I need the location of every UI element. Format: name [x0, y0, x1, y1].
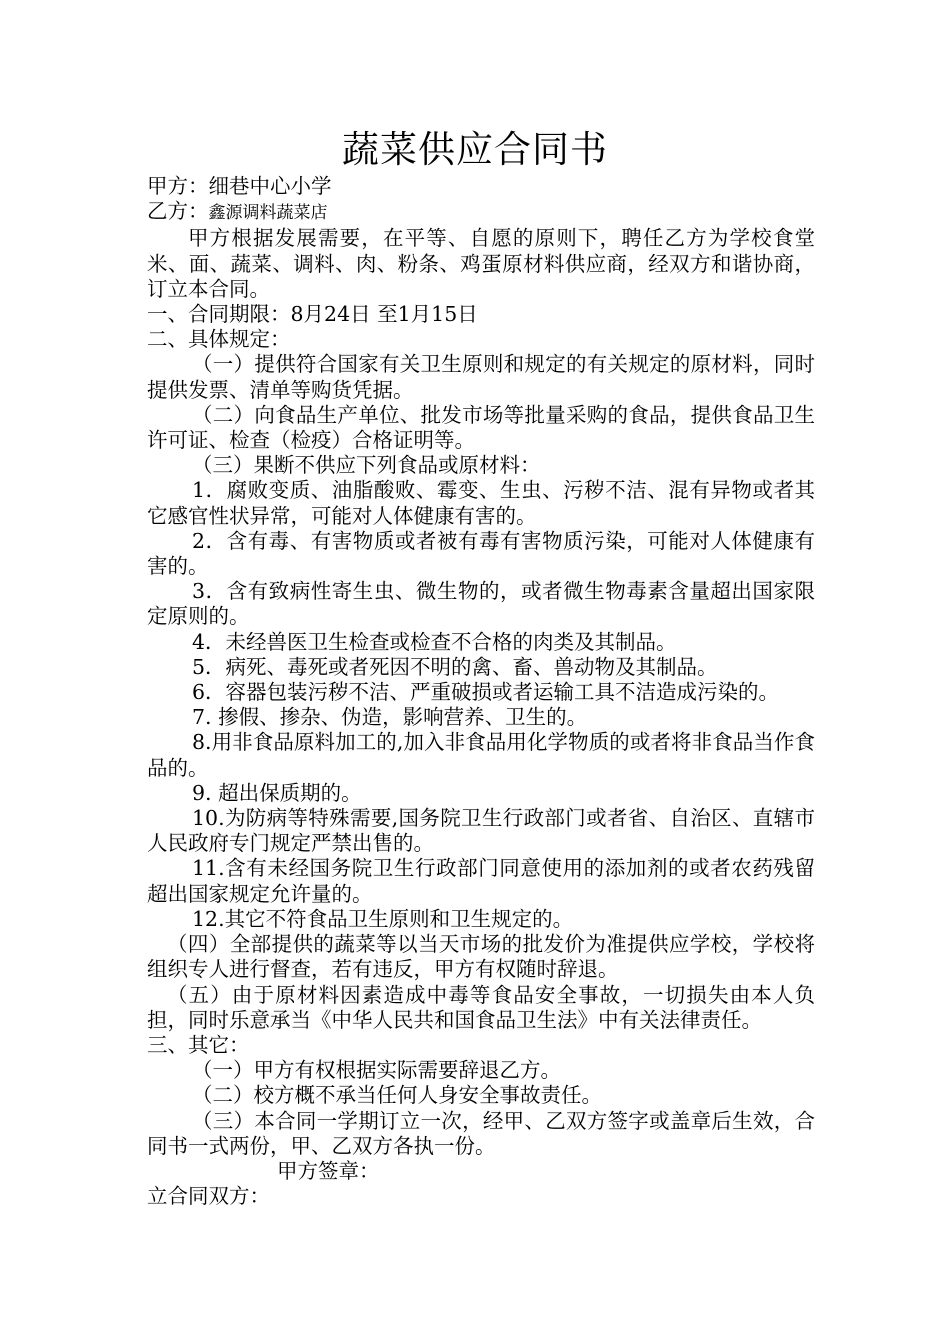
clause-2-1: （一）提供符合国家有关卫生原则和规定的有关规定的原材料，同时提供发票、清单等购货凭据。	[147, 352, 815, 402]
party-b-name: 鑫源调料蔬菜店	[208, 203, 328, 224]
document-body	[147, 174, 815, 1209]
party-b	[147, 199, 815, 226]
party-a: 甲方：细巷中心小学	[147, 174, 332, 198]
list-item: 4．未经兽医卫生检查或检查不合格的肉类及其制品。	[192, 629, 677, 654]
list-item: 6．容器包装污秽不洁、严重破损或者运输工具不洁造成污染的。	[192, 680, 780, 705]
list-item: 2．含有毒、有害物质或者被有毒有害物质污染，可能对人体健康有害的。	[147, 528, 815, 579]
clause-3-1: （一）甲方有权根据实际需要辞退乙方。	[192, 1058, 561, 1083]
contract-term: 一、合同期限：8月24日 至1月15日	[147, 302, 478, 327]
clause-3-2: （二）校方概不承当任何人身安全事故责任。	[192, 1083, 602, 1108]
party-b-label: 乙方：	[147, 199, 209, 224]
contract-parties: 立合同双方：	[147, 1184, 270, 1209]
clause-2-5: （五）由于原材料因素造成中毒等食品安全事故，一切损失由本人负担，同时乐意承当《中华人民共和国食品卫生法》中有关法律责任。	[147, 982, 815, 1032]
list-item: 7. 掺假、掺杂、伪造，影响营养、卫生的。	[192, 705, 588, 730]
clause-2-4: （四）全部提供的蔬菜等以当天市场的批发价为准提供应学校，学校将组织专人进行督查，若有违反，甲方有权随时辞退。	[147, 932, 815, 982]
list-item: 10.为防病等特殊需要,国务院卫生行政部门或者省、自治区、直辖市人民政府专门规定严禁出售的。	[147, 806, 815, 856]
list-item: 11.含有未经国务院卫生行政部门同意使用的添加剂的或者农药残留超出国家规定允许量的。	[147, 856, 815, 906]
section-2-heading: 二、具体规定：	[147, 327, 291, 352]
clause-2-2: （二）向食品生产单位、批发市场等批量采购的食品，提供食品卫生许可证、检查（检疫）合格证明等。	[147, 402, 815, 453]
clause-2-3: （三）果断不供应下列食品或原材料：	[192, 453, 541, 478]
list-item: 12.其它不符食品卫生原则和卫生规定的。	[192, 906, 574, 931]
clause-3-3: （三）本合同一学期订立一次，经甲、乙双方签字或盖章后生效，合同书一式两份，甲、乙双方各执一份。	[147, 1108, 815, 1158]
list-item: 8.用非食品原料加工的,加入非食品用化学物质的或者将非食品当作食品的。	[147, 730, 815, 780]
document-title: 蔬菜供应合同书	[342, 128, 608, 171]
preamble: 甲方根据发展需要，在平等、自愿的原则下，聘任乙方为学校食堂米、面、蔬菜、调料、肉、粉条、鸡蛋原材料供应商，经双方和谐协商，订立本合同。	[147, 226, 815, 301]
list-item: 9. 超出保质期的。	[192, 780, 362, 805]
list-item: 1．腐败变质、油脂酸败、霉变、生虫、污秽不洁、混有异物或者其它感官性状异常，可能对人体健康有害的。	[147, 478, 815, 528]
list-item: 3．含有致病性寄生虫、微生物的，或者微生物毒素含量超出国家限定原则的。	[147, 579, 815, 629]
list-item: 5．病死、毒死或者死因不明的禽、畜、兽动物及其制品。	[192, 654, 718, 679]
section-3-heading: 三、其它：	[147, 1032, 250, 1057]
signature-party-a: 甲方签章：	[277, 1158, 380, 1183]
